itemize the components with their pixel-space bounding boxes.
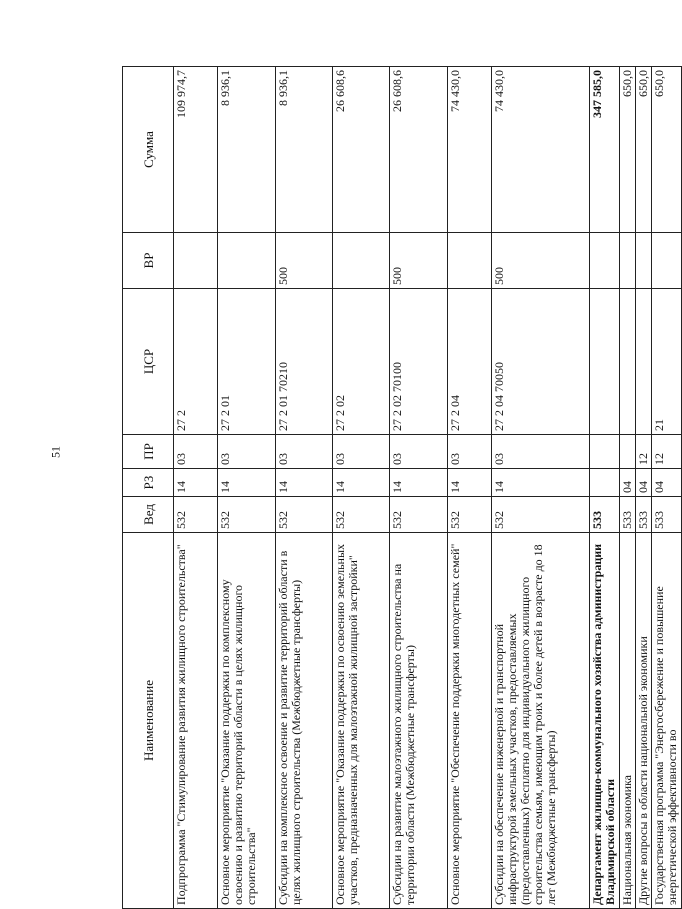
cell-ved: 533 (636, 497, 652, 533)
cell-vr (448, 233, 492, 289)
cell-name: Национальная экономика (620, 533, 636, 909)
cell-sum: 109 974,7 (174, 67, 218, 233)
cell-ved: 532 (390, 497, 448, 533)
table-row (448, 67, 492, 909)
cell-csr: 27 2 04 70050 (492, 289, 590, 435)
cell-rz: 04 (636, 469, 652, 497)
cell-rz: 14 (390, 469, 448, 497)
cell-sum: 26 608,6 (390, 67, 448, 233)
cell-sum: 650,0 (620, 67, 636, 233)
cell-pr: 12 (652, 435, 682, 469)
cell-csr: 27 2 04 (448, 289, 492, 435)
cell-name: Государственная программа "Энергосбережение и повышение энергетической эффективности во (652, 533, 682, 909)
cell-ved: 532 (448, 497, 492, 533)
cell-rz: 14 (333, 469, 390, 497)
cell-csr: 27 2 02 70100 (390, 289, 448, 435)
cell-name: Основное мероприятие "Оказание поддержки по комплексному освоению и развитию территорий области в целях жилищного строительства" (218, 533, 276, 909)
cell-ved: 533 (620, 497, 636, 533)
cell-name: Субсидии на обеспечение инженерной и транспортной инфраструктурой земельных участков, предоставляемых (предоставленных) бесплатно для индивидуального жилищного строительства семьям, имеющим троих и более детей в возрасте до 18 лет (Межбюджетные трансферты) (492, 533, 590, 909)
cell-rz: 14 (492, 469, 590, 497)
table-row (492, 67, 590, 909)
cell-csr: 27 2 (174, 289, 218, 435)
header-name: Наименование (123, 533, 174, 909)
cell-rz: 14 (276, 469, 333, 497)
cell-csr (636, 289, 652, 435)
cell-sum: 650,0 (652, 67, 682, 233)
cell-csr: 27 2 01 70210 (276, 289, 333, 435)
cell-vr (333, 233, 390, 289)
table-row (218, 67, 276, 909)
header-csr: ЦСР (123, 289, 174, 435)
cell-rz (590, 469, 620, 497)
cell-ved: 533 (590, 497, 620, 533)
rotated-page-content (122, 67, 679, 909)
cell-pr: 12 (636, 435, 652, 469)
cell-sum: 26 608,6 (333, 67, 390, 233)
header-vr: ВР (123, 233, 174, 289)
cell-rz: 04 (620, 469, 636, 497)
cell-sum: 74 430,0 (492, 67, 590, 233)
cell-pr: 03 (333, 435, 390, 469)
cell-sum: 347 585,0 (590, 67, 620, 233)
cell-rz: 14 (448, 469, 492, 497)
cell-ved: 533 (652, 497, 682, 533)
cell-vr: 500 (276, 233, 333, 289)
table-row (276, 67, 333, 909)
page-number: 51 (48, 446, 63, 458)
cell-name: Другие вопросы в области национальной экономики (636, 533, 652, 909)
cell-csr: 21 (652, 289, 682, 435)
cell-name: Субсидии на развитие малоэтажного жилищного строительства на территории области (Межбюджетные трансферты) (390, 533, 448, 909)
table-header-row (123, 67, 174, 909)
cell-vr (636, 233, 652, 289)
header-pr: ПР (123, 435, 174, 469)
table-row (620, 67, 636, 909)
table-row (390, 67, 448, 909)
cell-sum: 8 936,1 (276, 67, 333, 233)
cell-vr (620, 233, 636, 289)
table-row (333, 67, 390, 909)
header-rz: РЗ (123, 469, 174, 497)
cell-rz: 14 (218, 469, 276, 497)
cell-pr (620, 435, 636, 469)
cell-ved: 532 (174, 497, 218, 533)
table-row (590, 67, 620, 909)
cell-name: Основное мероприятие "Обеспечение поддержки многодетных семей" (448, 533, 492, 909)
cell-vr (652, 233, 682, 289)
cell-sum: 74 430,0 (448, 67, 492, 233)
cell-vr: 500 (492, 233, 590, 289)
cell-pr: 03 (492, 435, 590, 469)
cell-sum: 650,0 (636, 67, 652, 233)
cell-name: Департамент жилищно-коммунального хозяйства администрации Владимирской области (590, 533, 620, 909)
table-body (174, 67, 682, 909)
cell-sum: 8 936,1 (218, 67, 276, 233)
cell-vr (590, 233, 620, 289)
budget-table (122, 66, 682, 909)
cell-pr: 03 (448, 435, 492, 469)
cell-pr: 03 (174, 435, 218, 469)
table-row (652, 67, 682, 909)
cell-csr: 27 2 01 (218, 289, 276, 435)
header-ved: Вед (123, 497, 174, 533)
cell-csr (620, 289, 636, 435)
cell-rz: 04 (652, 469, 682, 497)
cell-vr (218, 233, 276, 289)
cell-name: Субсидии на комплексное освоение и развитие территорий области в целях жилищного строительства (Межбюджетные трансферты) (276, 533, 333, 909)
cell-ved: 532 (218, 497, 276, 533)
cell-name: Основное мероприятие "Оказание поддержки по освоению земельных участков, предназначенных для малоэтажной жилищной застройки" (333, 533, 390, 909)
header-sum: Сумма (123, 67, 174, 233)
cell-name: Подпрограмма "Стимулирование развития жилищного строительства" (174, 533, 218, 909)
cell-rz: 14 (174, 469, 218, 497)
cell-ved: 532 (276, 497, 333, 533)
table-row (636, 67, 652, 909)
cell-vr: 500 (390, 233, 448, 289)
cell-csr: 27 2 02 (333, 289, 390, 435)
table-row (174, 67, 218, 909)
cell-pr (590, 435, 620, 469)
cell-pr: 03 (218, 435, 276, 469)
cell-pr: 03 (390, 435, 448, 469)
cell-ved: 532 (492, 497, 590, 533)
cell-csr (590, 289, 620, 435)
cell-ved: 532 (333, 497, 390, 533)
cell-pr: 03 (276, 435, 333, 469)
cell-vr (174, 233, 218, 289)
